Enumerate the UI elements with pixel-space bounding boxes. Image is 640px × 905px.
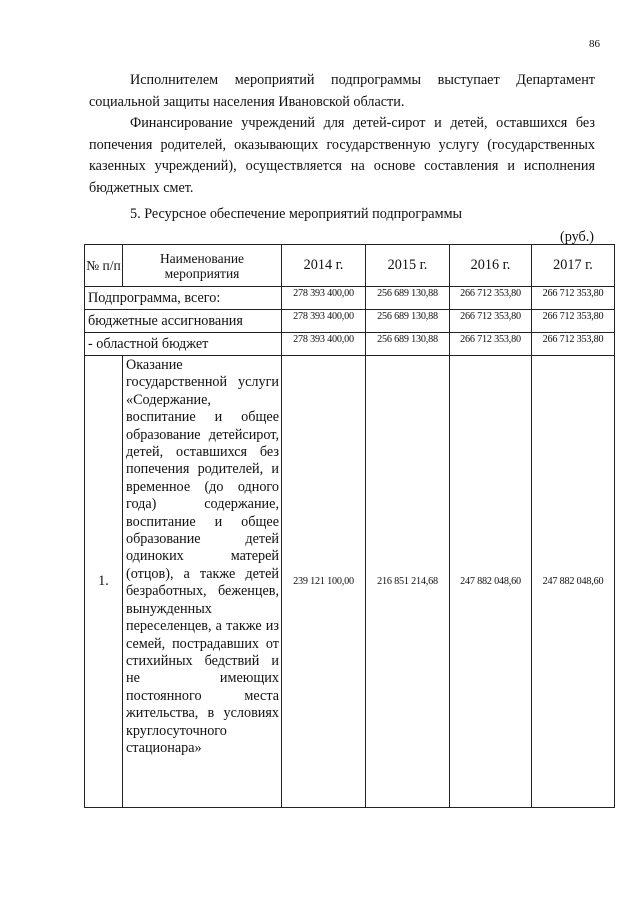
table-row-regional-budget (85, 333, 615, 356)
value-cell: 266 712 353,80 (450, 287, 532, 310)
paragraph-executor: Исполнителем мероприятий подпрограммы выступает Департамент социальной защиты населения Ивановской области. (89, 72, 595, 110)
page-number: 86 (589, 38, 600, 50)
value-cell: 247 882 048,60 (450, 356, 532, 808)
row-label: Подпрограмма, всего: (85, 287, 282, 310)
section-title: 5. Ресурсное обеспечение мероприятий подпрограммы (130, 206, 463, 222)
header-year-2016: 2016 г. (450, 245, 532, 287)
value-cell: 266 712 353,80 (450, 310, 532, 333)
value-cell: 266 712 353,80 (532, 287, 615, 310)
value-cell: 239 121 100,00 (282, 356, 366, 808)
table-header-row (85, 245, 615, 287)
value-cell: 247 882 048,60 (532, 356, 615, 808)
resource-table (84, 244, 615, 808)
value-cell: 266 712 353,80 (450, 333, 532, 356)
table-row-item-1 (85, 356, 615, 808)
table-row-allocations (85, 310, 615, 333)
value-cell: 278 393 400,00 (282, 333, 366, 356)
item-index: 1. (85, 356, 123, 808)
header-num: № п/п (85, 245, 123, 287)
value-cell: 278 393 400,00 (282, 287, 366, 310)
header-year-2014: 2014 г. (282, 245, 366, 287)
paragraph-financing: Финансирование учреждений для детей-сирот и детей, оставшихся без попечения родителей, оказывающих государственную услугу (государственных казенных учреждений), осуществляется на основе составления и исполнения бюджетных смет. (89, 115, 595, 196)
value-cell: 266 712 353,80 (532, 333, 615, 356)
value-cell: 266 712 353,80 (532, 310, 615, 333)
item-name: Оказание государственной услуги «Содержание, воспитание и общее образование детейсирот, детей, оставшихся без попечения родителей, и временное (до одного года) содержание, воспитание и общее образование детей одиноких матерей (отцов), а также детей безработных, беженцев, вынужденных переселенцев, а также из семей, пострадавших от стихийных бедствий и не имеющих постоянного места жительства, в условиях круглосуточного стационара» (123, 356, 282, 808)
row-label: - областной бюджет (85, 333, 282, 356)
table-row-total (85, 287, 615, 310)
currency-unit: (руб.) (559, 229, 594, 245)
value-cell: 256 689 130,88 (366, 310, 450, 333)
value-cell: 256 689 130,88 (366, 333, 450, 356)
header-year-2017: 2017 г. (532, 245, 615, 287)
header-name: Наименование мероприятия (123, 245, 282, 287)
header-year-2015: 2015 г. (366, 245, 450, 287)
row-label: бюджетные ассигнования (85, 310, 282, 333)
value-cell: 256 689 130,88 (366, 287, 450, 310)
value-cell: 216 851 214,68 (366, 356, 450, 808)
value-cell: 278 393 400,00 (282, 310, 366, 333)
